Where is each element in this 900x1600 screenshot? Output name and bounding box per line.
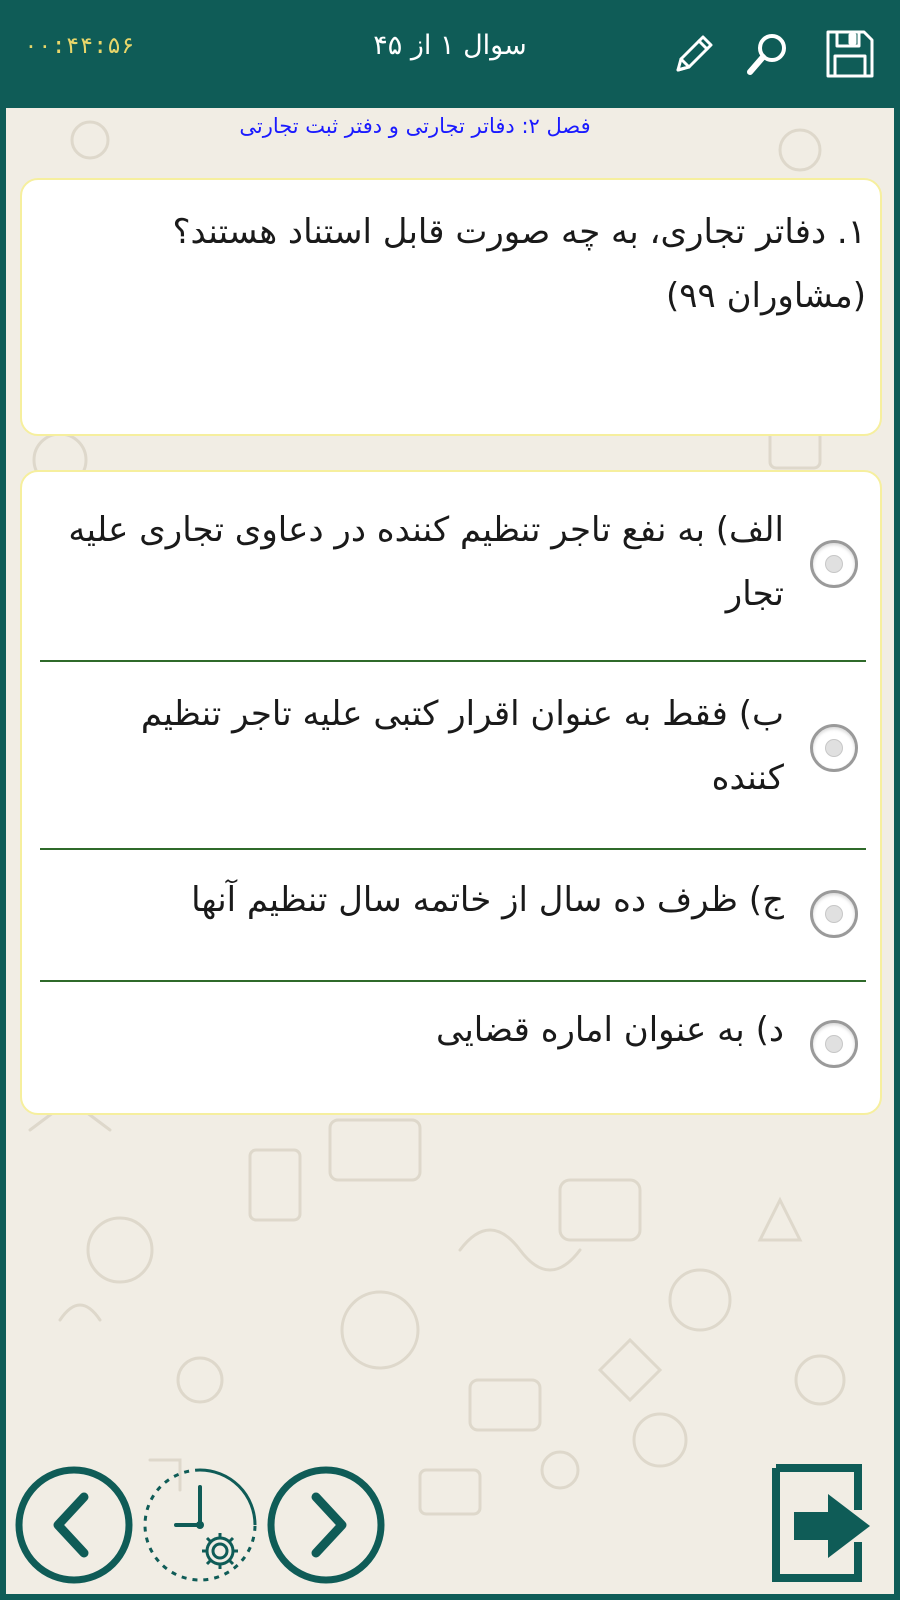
option-label: ج) ظرف ده سال از خاتمه سال تنظیم آنها (191, 880, 784, 920)
radio-button[interactable] (810, 540, 858, 588)
option-be[interactable] (38, 668, 868, 838)
frame-bottom (0, 1594, 900, 1600)
chapter-title: فصل ۲: دفاتر تجارتی و دفتر ثبت تجارتی (239, 114, 591, 138)
search-icon[interactable] (742, 28, 794, 80)
radio-button[interactable] (810, 890, 858, 938)
option-jim[interactable] (38, 854, 868, 978)
question-text: ۱. دفاتر تجاری، به چه صورت قابل استناد هستند؟ (مشاوران ۹۹) (172, 212, 866, 316)
option-alef[interactable] (38, 486, 868, 646)
exam-timer: ۰۰:۴۴:۵۶ (24, 33, 135, 59)
divider (40, 660, 866, 662)
divider (40, 848, 866, 850)
exit-button[interactable] (768, 1460, 878, 1586)
frame-right (894, 0, 900, 1600)
next-icon (266, 1465, 386, 1585)
option-label: الف) به نفع تاجر تنظیم کننده در دعاوی تجاری علیه تجار (68, 510, 784, 614)
question-counter: سوال ۱ از ۴۵ (373, 30, 527, 61)
question-card (20, 178, 882, 436)
timer-settings-button[interactable] (140, 1465, 260, 1585)
radio-button[interactable] (810, 1020, 858, 1068)
options-card (20, 470, 882, 1115)
next-button[interactable] (266, 1465, 386, 1585)
divider (40, 980, 866, 982)
pencil-icon[interactable] (668, 28, 720, 80)
previous-icon (14, 1465, 134, 1585)
top-bar (0, 0, 900, 108)
option-label: د) به عنوان اماره قضایی (435, 1010, 784, 1050)
timer-settings-icon (140, 1465, 260, 1585)
exit-icon (768, 1460, 878, 1586)
save-icon[interactable] (824, 28, 876, 80)
frame-left (0, 0, 6, 1600)
option-label: ب) فقط به عنوان اقرار کتبی علیه تاجر تنظیم کننده (140, 694, 784, 798)
radio-button[interactable] (810, 724, 858, 772)
option-dal[interactable] (38, 986, 868, 1106)
previous-button[interactable] (14, 1465, 134, 1585)
